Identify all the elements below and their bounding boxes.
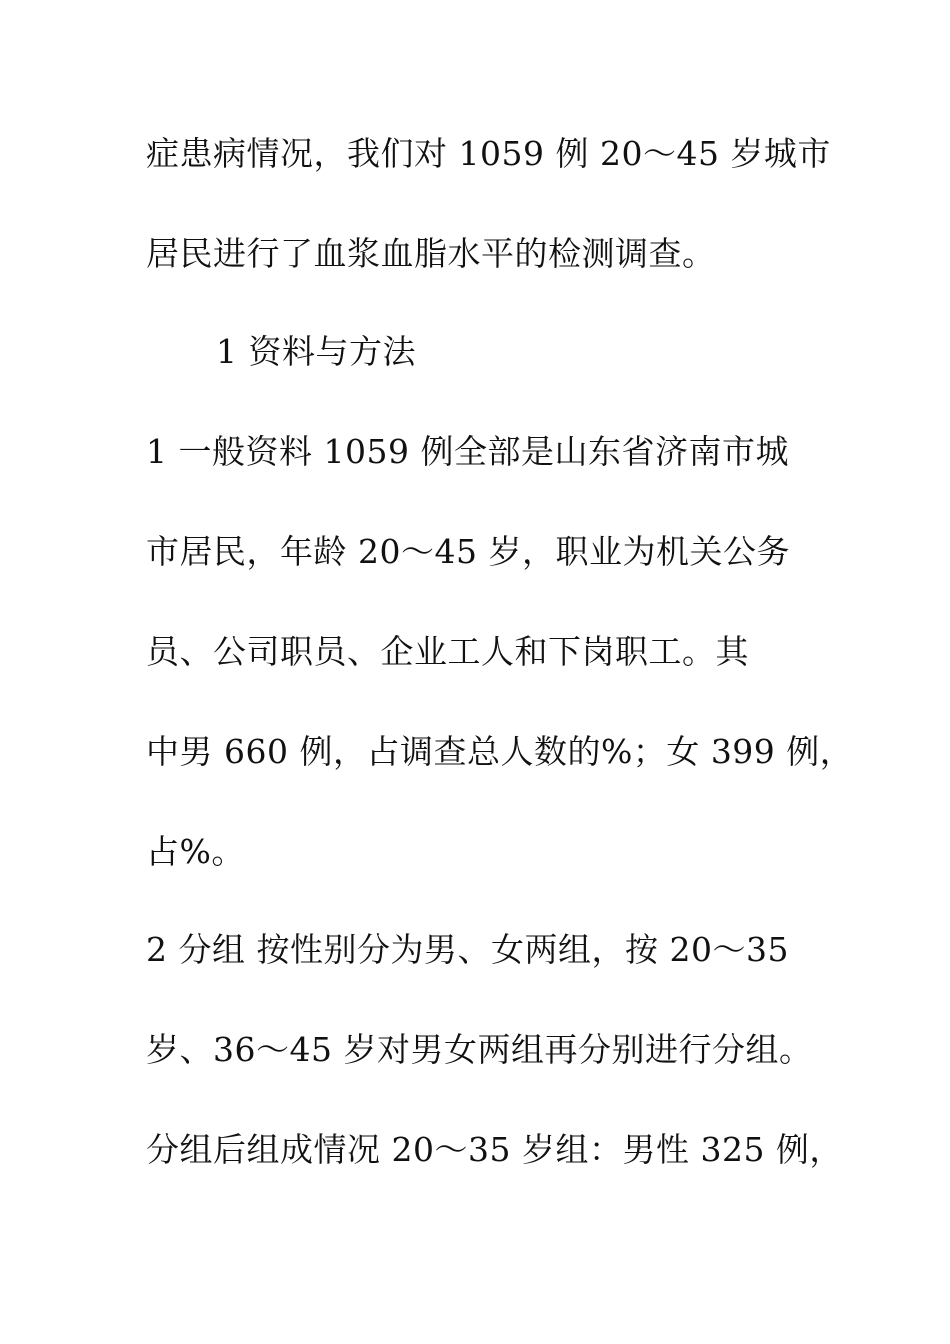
body-text-line: 市居民，年龄 20～45 岁，职业为机关公务 bbox=[146, 532, 790, 571]
section-heading: 1 资料与方法 bbox=[216, 332, 416, 371]
body-text-line: 1 一般资料 1059 例全部是山东省济南市城 bbox=[146, 432, 789, 471]
body-text-line: 居民进行了血浆血脂水平的检测调查。 bbox=[146, 234, 716, 273]
body-text-line: 症患病情况，我们对 1059 例 20～45 岁城市 bbox=[146, 134, 831, 173]
body-text-line: 中男 660 例，占调查总人数的%；女 399 例， bbox=[146, 732, 854, 771]
body-text-line: 2 分组 按性别分为男、女两组，按 20～35 bbox=[146, 930, 789, 969]
body-text-line: 分组后组成情况 20～35 岁组：男性 325 例， bbox=[146, 1130, 843, 1169]
body-text-line: 占%。 bbox=[146, 832, 245, 871]
body-text-line: 岁、36～45 岁对男女两组再分别进行分组。 bbox=[146, 1030, 813, 1069]
body-text-line: 员、公司职员、企业工人和下岗职工。其 bbox=[146, 632, 749, 671]
